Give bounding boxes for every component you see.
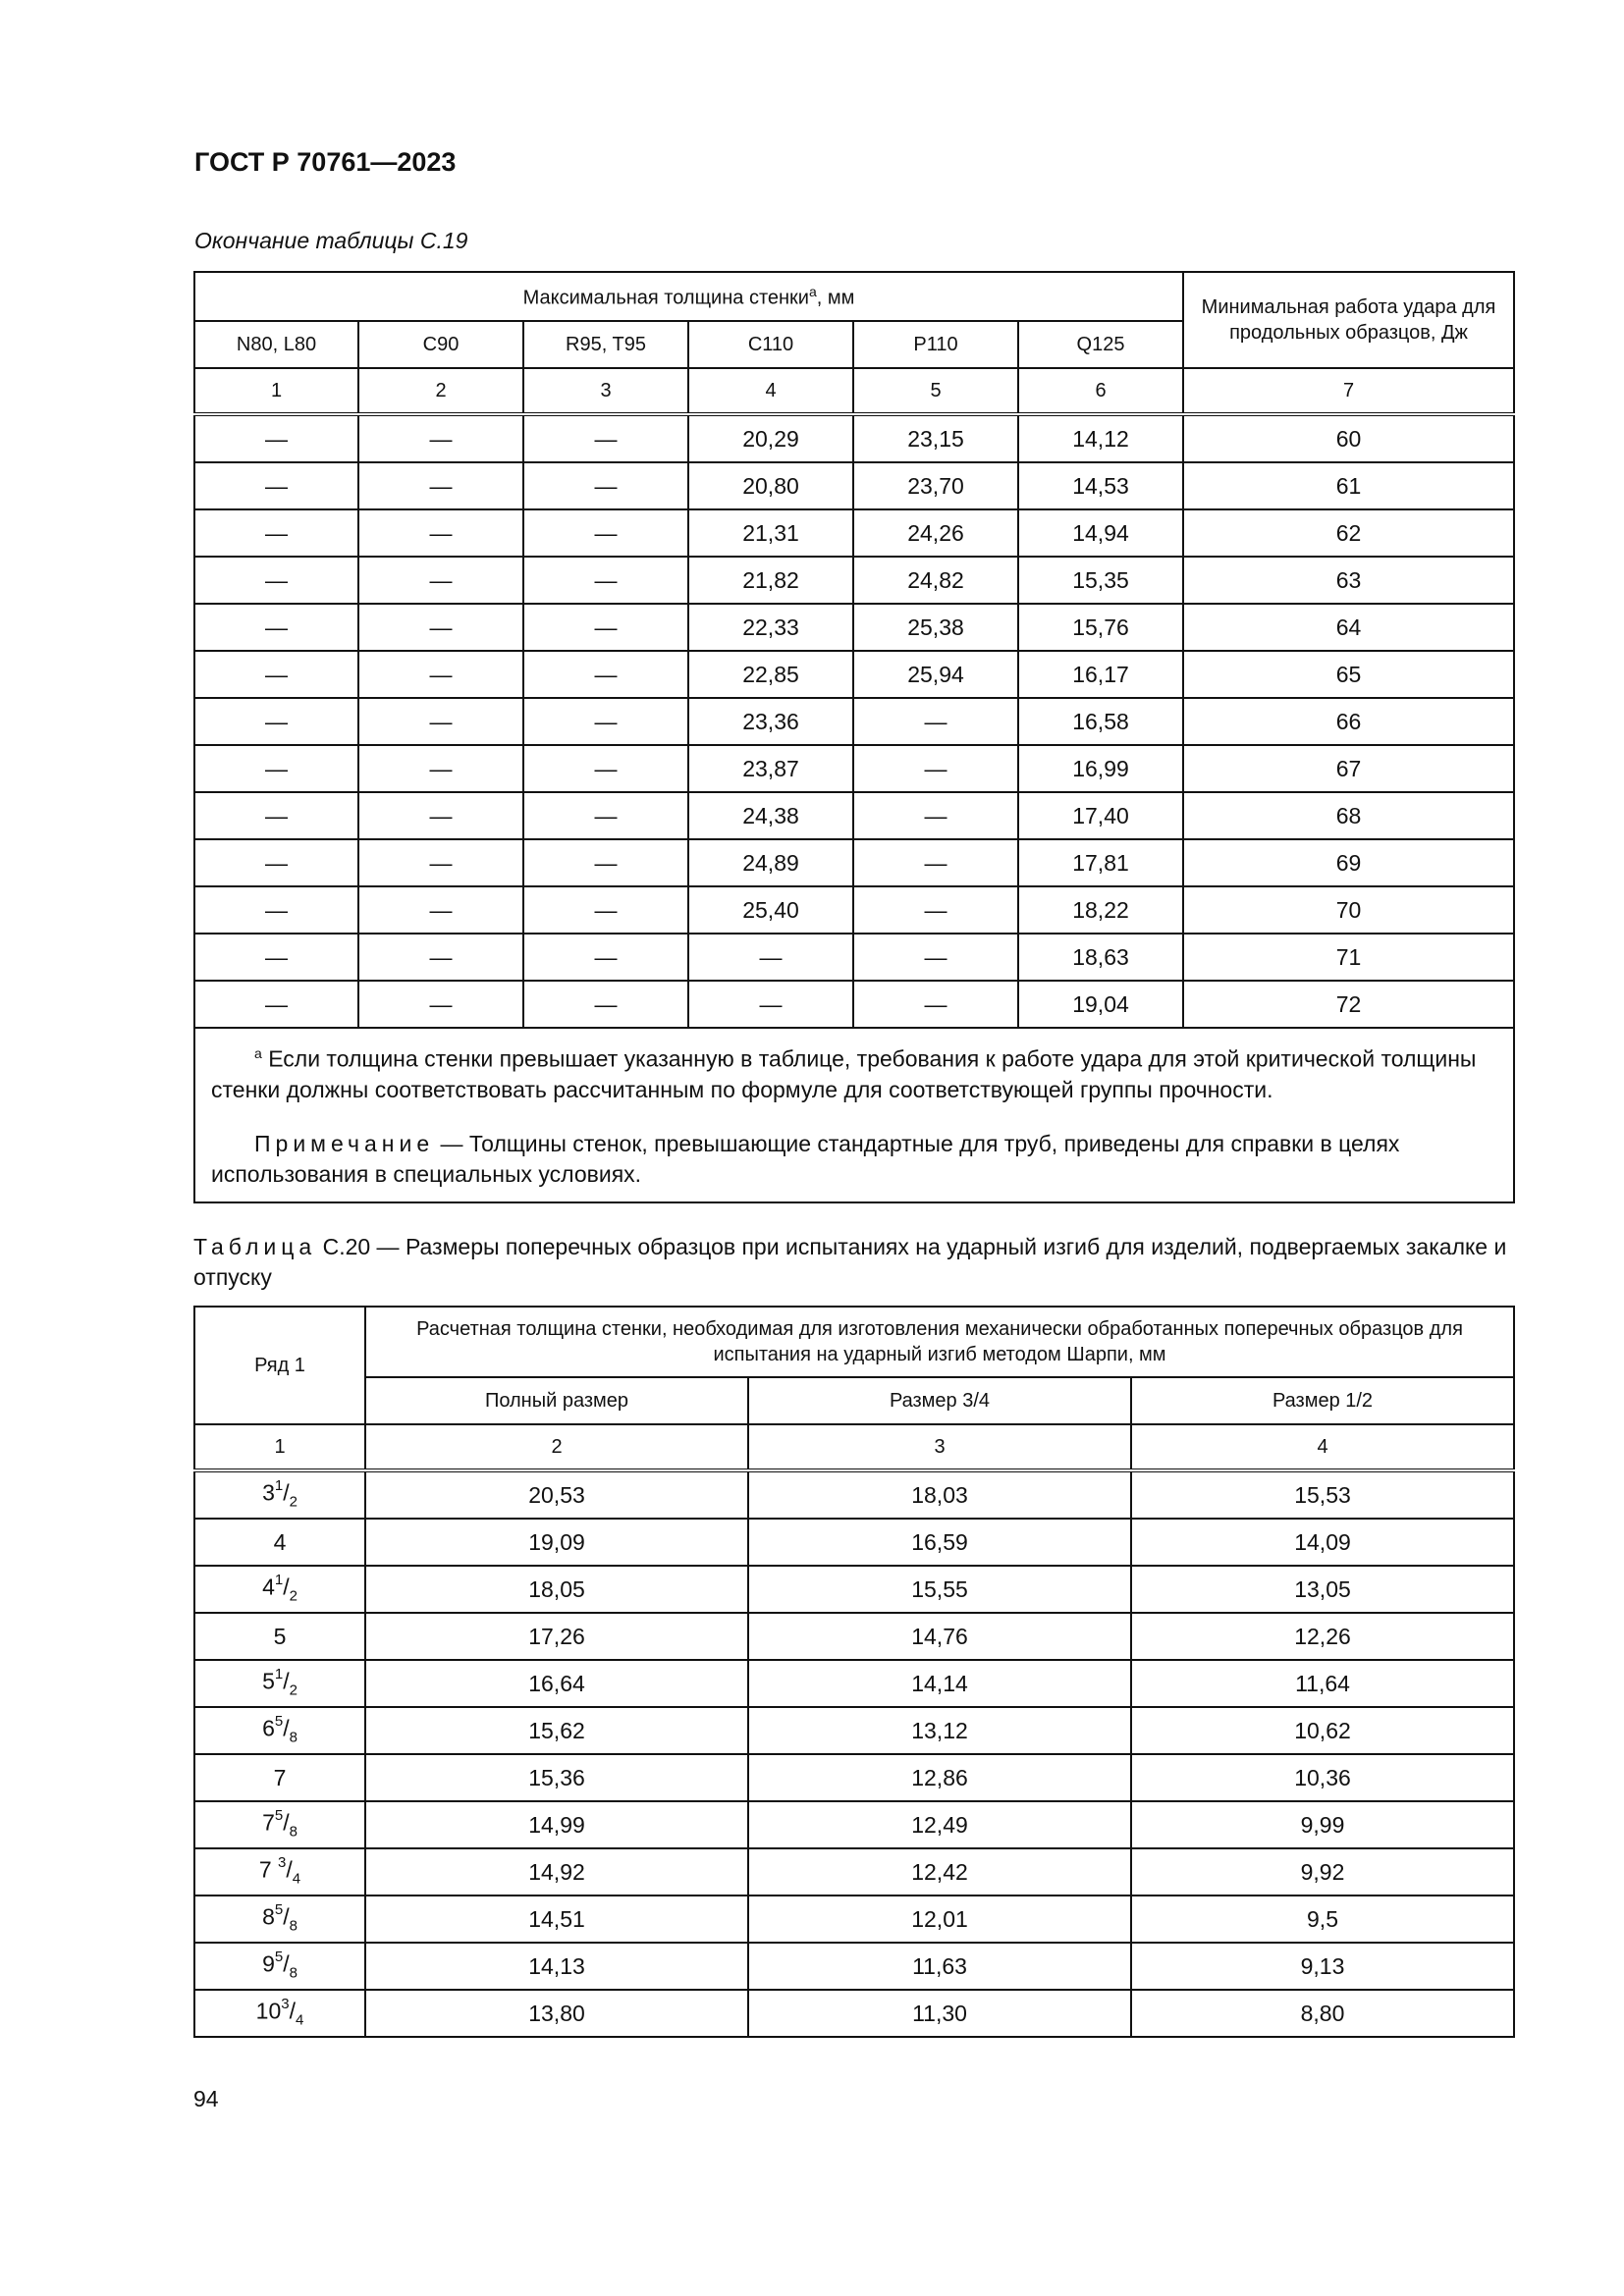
table1-col-header: Q125 <box>1018 321 1183 368</box>
table-row <box>194 1848 1514 1896</box>
table2-col-header: Размер 3/4 <box>748 1377 1131 1424</box>
table-row <box>194 462 1514 509</box>
table-row <box>194 1613 1514 1660</box>
table-cell: 9,92 <box>1131 1848 1514 1896</box>
table-cell: 9,13 <box>1131 1943 1514 1990</box>
table-cell: — <box>853 698 1018 745</box>
table2-col-header: Полный размер <box>365 1377 748 1424</box>
table-row <box>194 651 1514 698</box>
table-cell: 12,86 <box>748 1754 1131 1801</box>
table-cell: 22,33 <box>688 604 853 651</box>
table1-group-header: Максимальная толщина стенки$^a$, мм <box>194 272 1183 321</box>
table-row <box>194 886 1514 934</box>
table-cell: 13,80 <box>365 1990 748 2037</box>
table1-col-header: C90 <box>358 321 523 368</box>
table-cell: — <box>853 745 1018 792</box>
row-size-cell: 4 <box>194 1519 365 1566</box>
table-cell: 15,62 <box>365 1707 748 1754</box>
table-cell: — <box>523 792 688 839</box>
table-cell: — <box>523 698 688 745</box>
table-cell: 25,94 <box>853 651 1018 698</box>
table-row <box>194 509 1514 557</box>
table1-col-number: 4 <box>688 368 853 414</box>
row-size-cell: $7^5/_8$ <box>194 1801 365 1848</box>
table-cell: 12,42 <box>748 1848 1131 1896</box>
table-cell: 18,05 <box>365 1566 748 1613</box>
table-cell: 70 <box>1183 886 1514 934</box>
table-row <box>194 792 1514 839</box>
table1-col-header: C110 <box>688 321 853 368</box>
table-row <box>194 1754 1514 1801</box>
table-cell: 20,29 <box>688 414 853 462</box>
table-row <box>194 1707 1514 1754</box>
table-cell: — <box>194 698 358 745</box>
table-cell: — <box>523 557 688 604</box>
table1-col-number: 2 <box>358 368 523 414</box>
table-cell: 14,13 <box>365 1943 748 1990</box>
table2-caption: Таблица С.20 — Размеры поперечных образцов при испытаниях на ударный изгиб для изделий, подвергаемых закалке и отпуску <box>193 1234 1507 1290</box>
row-size-cell: $10^3/_4$ <box>194 1990 365 2037</box>
table-cell: 17,81 <box>1018 839 1183 886</box>
table2-group-header: Расчетная толщина стенки, необходимая для изготовления механически обработанных поперечных образцов для испытания на ударный изгиб методом Шарпи, мм <box>365 1307 1514 1377</box>
table-cell: — <box>358 414 523 462</box>
table1-footer <box>194 1028 1514 1202</box>
table-cell: 23,70 <box>853 462 1018 509</box>
table-cell: 15,53 <box>1131 1470 1514 1519</box>
table-cell: — <box>194 839 358 886</box>
table-cell: 24,26 <box>853 509 1018 557</box>
table-cell: — <box>194 509 358 557</box>
table-cell: 14,94 <box>1018 509 1183 557</box>
table2-body <box>194 1470 1514 2037</box>
table-cell: 62 <box>1183 509 1514 557</box>
table-cell: 24,82 <box>853 557 1018 604</box>
table-row <box>194 1990 1514 2037</box>
table-cell: 18,63 <box>1018 934 1183 981</box>
table-cell: — <box>358 745 523 792</box>
table-cell: — <box>523 651 688 698</box>
table-cell: — <box>688 981 853 1028</box>
table-cell: 17,26 <box>365 1613 748 1660</box>
table-cell: 23,87 <box>688 745 853 792</box>
table-row <box>194 698 1514 745</box>
table-cell: 71 <box>1183 934 1514 981</box>
table1-col-header: P110 <box>853 321 1018 368</box>
table-cell: — <box>358 981 523 1028</box>
table-cell: 15,55 <box>748 1566 1131 1613</box>
table-cell: 21,31 <box>688 509 853 557</box>
table-cell: 20,80 <box>688 462 853 509</box>
table-cell: 18,22 <box>1018 886 1183 934</box>
table-cell: — <box>358 557 523 604</box>
table-cell: — <box>358 839 523 886</box>
table-cell: 64 <box>1183 604 1514 651</box>
table-cell: — <box>358 462 523 509</box>
table1-col-header: N80, L80 <box>194 321 358 368</box>
table-cell: 13,05 <box>1131 1566 1514 1613</box>
row-size-cell: $3^1/_2$ <box>194 1470 365 1519</box>
table-cell: 16,58 <box>1018 698 1183 745</box>
table-cell: 67 <box>1183 745 1514 792</box>
table-cell: 24,89 <box>688 839 853 886</box>
table-cell: 16,59 <box>748 1519 1131 1566</box>
table-cell: — <box>523 981 688 1028</box>
table-cell: — <box>853 839 1018 886</box>
table-cell: 61 <box>1183 462 1514 509</box>
table2-col-number: 2 <box>365 1424 748 1470</box>
table-cell: — <box>358 604 523 651</box>
row-size-cell: $6^5/_8$ <box>194 1707 365 1754</box>
table-cell: 16,17 <box>1018 651 1183 698</box>
table-cell: 14,92 <box>365 1848 748 1896</box>
table-cell: 19,04 <box>1018 981 1183 1028</box>
table-cell: 9,5 <box>1131 1896 1514 1943</box>
table-row <box>194 981 1514 1028</box>
table-cell: — <box>523 509 688 557</box>
table-cell: 24,38 <box>688 792 853 839</box>
table-cell: 16,64 <box>365 1660 748 1707</box>
table-row <box>194 1801 1514 1848</box>
table-cell: 19,09 <box>365 1519 748 1566</box>
table-cell: 12,26 <box>1131 1613 1514 1660</box>
row-size-cell: $8^5/_8$ <box>194 1896 365 1943</box>
table-cell: 13,12 <box>748 1707 1131 1754</box>
table1-col-number: 7 <box>1183 368 1514 414</box>
table-cell: 10,62 <box>1131 1707 1514 1754</box>
table-row <box>194 1470 1514 1519</box>
table1-footnote: $^a$ Если толщина стенки превышает указанную в таблице, требования к работе удара для этой критической толщины стенки должны соответствовать рассчитанным по формуле для соответствующей группы прочности. <box>211 1045 1477 1102</box>
table1-caption: Окончание таблицы С.19 <box>194 228 468 253</box>
table-cell: — <box>358 792 523 839</box>
table-cell: — <box>523 839 688 886</box>
page-number: 94 <box>193 2086 219 2111</box>
table-cell: — <box>358 934 523 981</box>
table1-last-header: Минимальная работа удара для продольных образцов, Дж <box>1183 272 1514 368</box>
row-size-cell: $5^1/_2$ <box>194 1660 365 1707</box>
table2-row-header: Ряд 1 <box>194 1307 365 1424</box>
table-row <box>194 934 1514 981</box>
table-cell: 10,36 <box>1131 1754 1514 1801</box>
table-cell: — <box>523 604 688 651</box>
table-cell: 23,36 <box>688 698 853 745</box>
table-c19 <box>193 271 1515 1203</box>
table-cell: — <box>853 934 1018 981</box>
table-row <box>194 1943 1514 1990</box>
table-cell: 65 <box>1183 651 1514 698</box>
table-cell: — <box>194 604 358 651</box>
table-cell: — <box>523 934 688 981</box>
table-cell: 69 <box>1183 839 1514 886</box>
table-row <box>194 1566 1514 1613</box>
table-cell: 18,03 <box>748 1470 1131 1519</box>
table-cell: 72 <box>1183 981 1514 1028</box>
table-cell: 14,53 <box>1018 462 1183 509</box>
table-cell: 9,99 <box>1131 1801 1514 1848</box>
table-cell: — <box>523 745 688 792</box>
table1-col-number: 1 <box>194 368 358 414</box>
table-cell: 15,35 <box>1018 557 1183 604</box>
table-cell: 21,82 <box>688 557 853 604</box>
table-cell: 14,99 <box>365 1801 748 1848</box>
table-cell: — <box>358 509 523 557</box>
row-size-cell: 7 $^3/_4$ <box>194 1848 365 1896</box>
table-cell: — <box>358 698 523 745</box>
table-row <box>194 1896 1514 1943</box>
document-header: ГОСТ Р 70761—2023 <box>194 147 457 177</box>
table-cell: — <box>194 745 358 792</box>
table1-body <box>194 414 1514 1028</box>
row-size-cell: 5 <box>194 1613 365 1660</box>
table-cell: 12,01 <box>748 1896 1131 1943</box>
table-cell: — <box>358 886 523 934</box>
table-cell: 15,36 <box>365 1754 748 1801</box>
table-row <box>194 557 1514 604</box>
table-cell: — <box>358 651 523 698</box>
table-cell: — <box>194 557 358 604</box>
table-cell: 14,12 <box>1018 414 1183 462</box>
table-cell: 15,76 <box>1018 604 1183 651</box>
table-cell: 14,09 <box>1131 1519 1514 1566</box>
table-cell: — <box>853 792 1018 839</box>
table2-col-header: Размер 1/2 <box>1131 1377 1514 1424</box>
table-cell: — <box>194 414 358 462</box>
table-cell: 14,14 <box>748 1660 1131 1707</box>
table-cell: 11,64 <box>1131 1660 1514 1707</box>
table-cell: — <box>523 886 688 934</box>
row-size-cell: $4^1/_2$ <box>194 1566 365 1613</box>
table-cell: — <box>194 934 358 981</box>
table-cell: — <box>688 934 853 981</box>
table-cell: 66 <box>1183 698 1514 745</box>
table-row <box>194 1519 1514 1566</box>
table-cell: 25,40 <box>688 886 853 934</box>
table-cell: 23,15 <box>853 414 1018 462</box>
table-row <box>194 745 1514 792</box>
row-size-cell: $9^5/_8$ <box>194 1943 365 1990</box>
table-cell: — <box>194 886 358 934</box>
table-cell: — <box>194 792 358 839</box>
table1-col-number: 5 <box>853 368 1018 414</box>
table-cell: 63 <box>1183 557 1514 604</box>
table-row <box>194 839 1514 886</box>
table-cell: 22,85 <box>688 651 853 698</box>
table-cell: 68 <box>1183 792 1514 839</box>
table-cell: 14,51 <box>365 1896 748 1943</box>
table2-col-number: 4 <box>1131 1424 1514 1470</box>
table-cell: 12,49 <box>748 1801 1131 1848</box>
table-cell: — <box>523 414 688 462</box>
table-cell: — <box>853 981 1018 1028</box>
table1-col-number: 6 <box>1018 368 1183 414</box>
table-cell: 25,38 <box>853 604 1018 651</box>
table-row <box>194 1660 1514 1707</box>
table-cell: 20,53 <box>365 1470 748 1519</box>
table-cell: — <box>853 886 1018 934</box>
row-size-cell: 7 <box>194 1754 365 1801</box>
table-cell: — <box>523 462 688 509</box>
table2-col-number: 3 <box>748 1424 1131 1470</box>
table-cell: 11,30 <box>748 1990 1131 2037</box>
table-cell: 14,76 <box>748 1613 1131 1660</box>
table-row <box>194 414 1514 462</box>
table1-col-header: R95, T95 <box>523 321 688 368</box>
table-cell: 60 <box>1183 414 1514 462</box>
table-cell: 11,63 <box>748 1943 1131 1990</box>
table-cell: 16,99 <box>1018 745 1183 792</box>
table-cell: — <box>194 651 358 698</box>
table1-col-number: 3 <box>523 368 688 414</box>
table-c20 <box>193 1306 1515 2038</box>
table-cell: — <box>194 981 358 1028</box>
table2-col-number: 1 <box>194 1424 365 1470</box>
table-cell: — <box>194 462 358 509</box>
table-row <box>194 604 1514 651</box>
table1-note: Примечание — Толщины стенок, превышающие стандартные для труб, приведены для справки в целях использования в специальных условиях. <box>211 1130 1400 1187</box>
table-cell: 17,40 <box>1018 792 1183 839</box>
table-cell: 8,80 <box>1131 1990 1514 2037</box>
